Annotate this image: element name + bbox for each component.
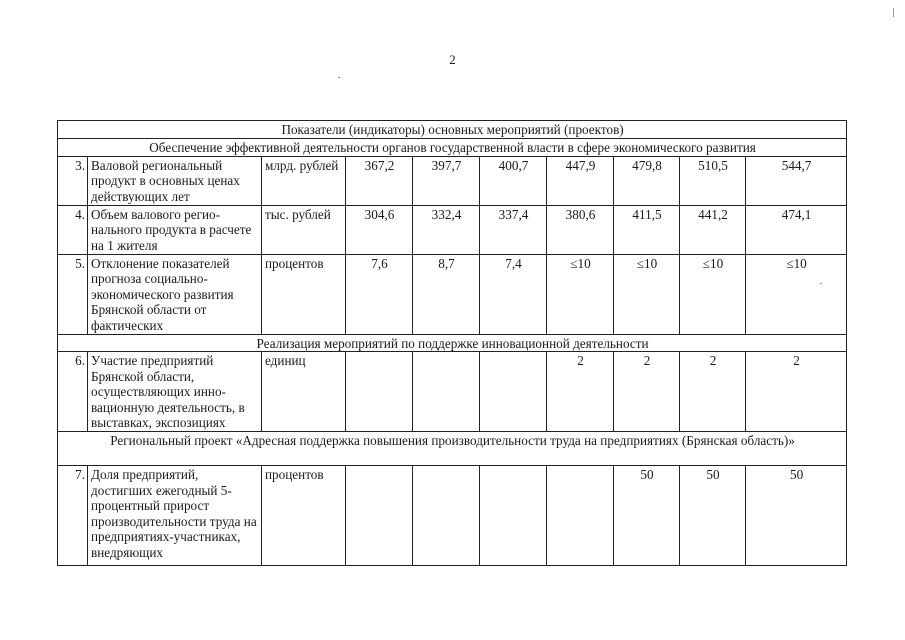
value-cell (346, 352, 413, 432)
row-number: 5. (58, 254, 88, 334)
value-cell (547, 466, 614, 566)
value-cell: 474,1 (746, 205, 847, 254)
value-cell: 380,6 (547, 205, 614, 254)
value-cell: 2 (680, 352, 746, 432)
value-cell (346, 466, 413, 566)
value-cell: 397,7 (413, 156, 480, 205)
value-cell: 411,5 (614, 205, 680, 254)
unit-cell: единиц (262, 352, 346, 432)
value-cell: 544,7 (746, 156, 847, 205)
unit-cell: процентов (262, 254, 346, 334)
table-row (58, 352, 847, 432)
table-row (58, 254, 847, 334)
value-cell: ≤10 (614, 254, 680, 334)
value-cell (413, 466, 480, 566)
value-cell: 479,8 (614, 156, 680, 205)
indicator-name: Валовой региональный продукт в основных ценах действующих лет (88, 156, 262, 205)
page-number: 2 (449, 52, 456, 67)
value-cell: 400,7 (480, 156, 547, 205)
indicators-table (57, 120, 847, 566)
scan-speck (338, 77, 340, 78)
section-heading-row (58, 432, 847, 466)
value-cell: 2 (547, 352, 614, 432)
section-heading: Реализация мероприятий по поддержке инновационной деятельности (58, 334, 847, 352)
section-heading: Региональный проект «Адресная поддержка повышения производительности труда на предприятиях (Брянская область)» (58, 432, 847, 466)
value-cell: 332,4 (413, 205, 480, 254)
value-cell: 8,7 (413, 254, 480, 334)
indicator-name: Отклонение показателей прогноза социально-экономического развития Брянской области от фактических (88, 254, 262, 334)
table-row (58, 466, 847, 566)
value-cell (480, 466, 547, 566)
value-cell: 50 (746, 466, 847, 566)
value-cell: 50 (680, 466, 746, 566)
value-cell: 7,4 (480, 254, 547, 334)
value-cell: 50 (614, 466, 680, 566)
scan-corner-mark (893, 8, 894, 17)
value-cell: 2 (614, 352, 680, 432)
value-cell: 304,6 (346, 205, 413, 254)
indicator-name: Объем валового регио-нального продукта в расчете на 1 жителя (88, 205, 262, 254)
value-cell: 510,5 (680, 156, 746, 205)
value-cell (480, 352, 547, 432)
table-row (58, 205, 847, 254)
section-heading: Обеспечение эффективной деятельности органов государственной власти в сфере экономического развития (58, 139, 847, 157)
section-heading-row (58, 139, 847, 157)
row-number: 3. (58, 156, 88, 205)
value-cell: ≤10 (547, 254, 614, 334)
value-cell: 337,4 (480, 205, 547, 254)
section-heading-row (58, 334, 847, 352)
row-number: 7. (58, 466, 88, 566)
unit-cell: млрд. рублей (262, 156, 346, 205)
value-cell: 7,6 (346, 254, 413, 334)
value-cell: 441,2 (680, 205, 746, 254)
value-cell: ≤10 (746, 254, 847, 334)
row-number: 6. (58, 352, 88, 432)
table-title-row (58, 121, 847, 139)
indicator-name: Доля предприятий, достигших ежегодный 5-процентный прирост производительности труда на предприятиях-участниках, внедряющих (88, 466, 262, 566)
unit-cell: тыс. рублей (262, 205, 346, 254)
unit-cell: процентов (262, 466, 346, 566)
value-cell: 367,2 (346, 156, 413, 205)
value-cell (413, 352, 480, 432)
value-cell: 2 (746, 352, 847, 432)
table-row (58, 156, 847, 205)
table-title: Показатели (индикаторы) основных мероприятий (проектов) (58, 121, 847, 139)
row-number: 4. (58, 205, 88, 254)
indicator-name: Участие предприятий Брянской области, осуществляющих инно-вационную деятельность, в выставках, экспозициях (88, 352, 262, 432)
value-cell: 447,9 (547, 156, 614, 205)
value-cell: ≤10 (680, 254, 746, 334)
